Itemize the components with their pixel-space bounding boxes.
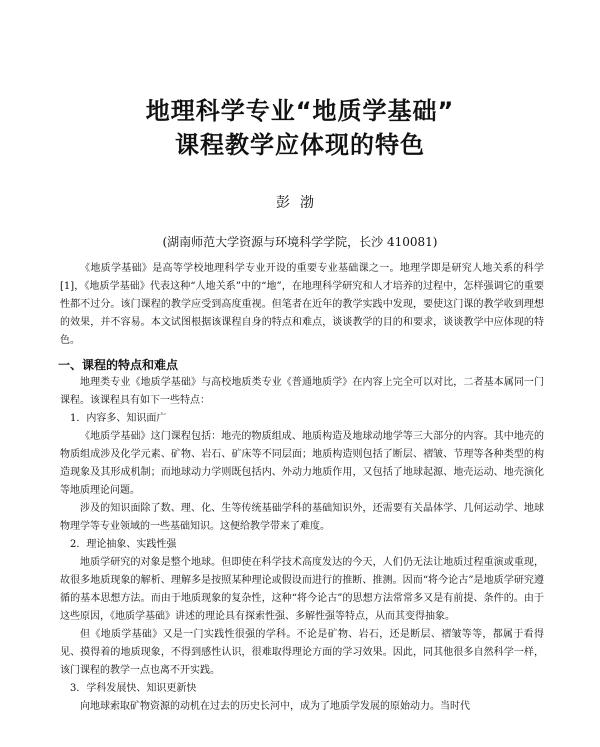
author-name: 彭渤 — [276, 195, 324, 211]
paper-title-line2: 课程教学应体现的特色 — [175, 131, 425, 159]
body-paragraph: 但《地质学基础》又是一门实践性很强的学科。不论是矿物、岩石，还是断层、褶皱等等，都属于看得见、摸得着的地质现象，不得到感性认识，很难取得理论方面的学习效果。因此，同其他很多自然科学一样，该门课程的教学一点也离不开实践。 — [60, 629, 544, 676]
subsection-heading: 1．内容多、知识面广 — [70, 413, 167, 424]
body-paragraph: 《地质学基础》这门课程包括：地壳的物质组成、地质构造及地球动地学等三大部分的内容。其中地壳的物质组成涉及化学元素、矿物、岩石、矿床等不同层面；地质构造则包括了断层、褶皱、节理等各种类型的构造现象及其形成机制；而地球动力学则既包括内、外动力地质作用，又包括了地球起源、地壳运动、地壳演化等地质理论问题。 — [60, 431, 544, 496]
subsection-heading: 3．学科发展快、知识更新快 — [70, 683, 197, 694]
section-heading: 一、课程的特点和难点 — [58, 358, 179, 372]
body-paragraph: 地理类专业《地质学基础》与高校地质类专业《普通地质学》在内容上完全可以对比，二者基本属同一门课程。该课程具有如下一些特点： — [60, 377, 544, 406]
paper-title-line1: 地理科学专业“地质学基础” — [145, 97, 455, 125]
body-paragraph: 涉及的知识面除了数、理、化、生等传统基础学科的基础知识外，还需要有关晶体学、几何运动学、地球物理学等专业领域的一些基础知识。这便给教学带来了难度。 — [60, 503, 544, 532]
body-paragraph: 向地球索取矿物资源的动机在过去的历史长河中，成为了地质学发展的原始动力。当时代 — [80, 701, 470, 712]
subsection-heading: 2．理论抽象、实践性强 — [70, 539, 177, 550]
body-paragraph: 地质学研究的对象是整个地球。但即使在科学技术高度发达的今天，人们仍无法让地质过程重演或重现，故很多地质现象的解析、理解多是按照某种理论或假设而进行的推断、推测。因而“将今论古”是地质学研究遵循的基本思想方法。而由于地质现象的复杂性，这种“将今论古”的思想方法常常多又是有前提、条件的。由于这些原因，《地质学基础》讲述的理论具有探索性强、多解性强等特点，从而其变得抽象。 — [60, 557, 544, 622]
section-body — [60, 374, 544, 716]
abstract-paragraph: 《地质学基础》是高等学校地理科学专业开设的重要专业基础课之一。地理学即是研究人地关系的科学[1]，《地质学基础》代表这种“人地关系”中的“地”，在地理科学研究和人才培养的过程中，怎样强调它的重要性都不过分。该门课程的教学应受到高度重视。但笔者在近年的教学实践中发现，要使这门课的教学收到理想的效果，并不容易。本文试图根据该课程自身的特点和难点，谈谈教学的目的和要求，谈谈教学中应体现的特色。 — [60, 263, 544, 346]
author-affiliation: (湖南师范大学资源与环境科学学院，长沙 410081) — [162, 235, 438, 249]
